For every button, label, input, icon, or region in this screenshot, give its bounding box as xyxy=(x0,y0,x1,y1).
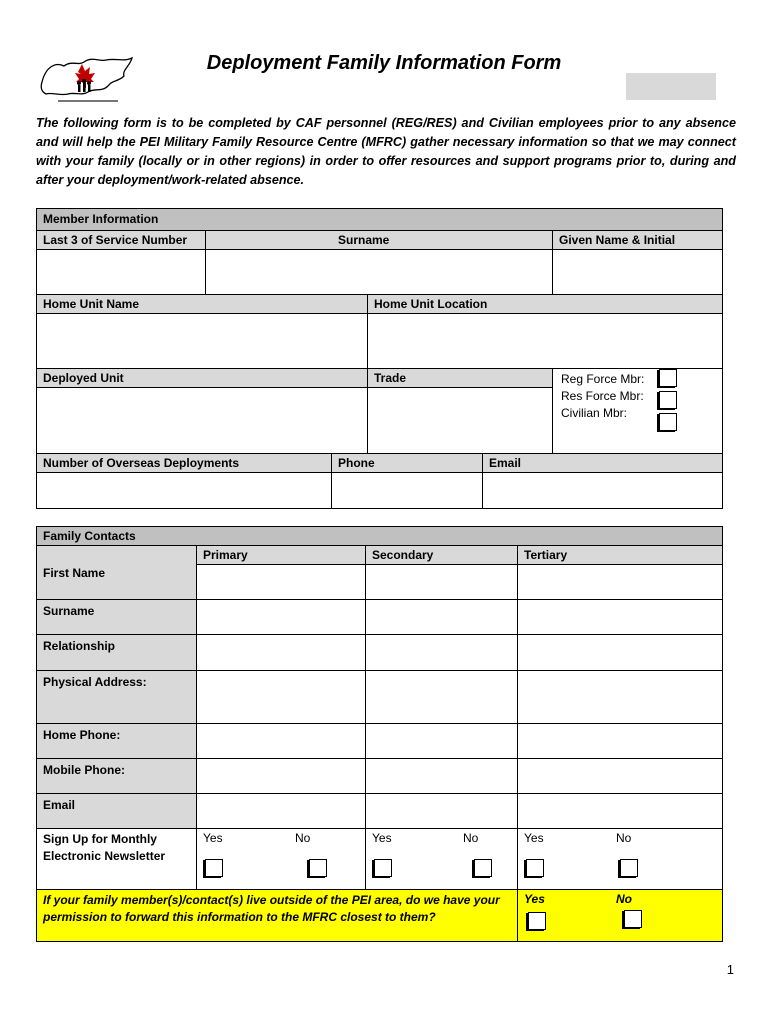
family-email-label: Email xyxy=(37,794,197,829)
civilian-label: Civilian Mbr: xyxy=(561,406,628,420)
home-phone-label: Home Phone: xyxy=(37,724,197,759)
logo xyxy=(38,52,138,108)
secondary-surname-input[interactable] xyxy=(366,600,518,635)
secondary-no-checkbox[interactable] xyxy=(474,859,492,877)
primary-yes-checkbox[interactable] xyxy=(205,859,223,877)
tertiary-home-phone-input[interactable] xyxy=(518,724,723,759)
civilian-checkbox[interactable] xyxy=(659,413,677,431)
family-contacts-table xyxy=(36,526,723,942)
primary-address-input[interactable] xyxy=(197,671,366,724)
tertiary-relationship-input[interactable] xyxy=(518,635,723,671)
secondary-yes-checkbox[interactable] xyxy=(374,859,392,877)
primary-label: Primary xyxy=(197,546,366,565)
member-info-table xyxy=(36,208,723,509)
secondary-email-input[interactable] xyxy=(366,794,518,829)
first-name-label: First Name xyxy=(37,546,197,600)
primary-no-checkbox[interactable] xyxy=(309,859,327,877)
email-label: Email xyxy=(483,454,723,473)
tertiary-no-checkbox[interactable] xyxy=(620,859,638,877)
deployed-unit-label: Deployed Unit xyxy=(37,369,368,388)
page-title: Deployment Family Information Form xyxy=(206,52,562,74)
permission-question: If your family member(s)/contact(s) live outside of the PEI area, do we have your permission to forward this information to the MFRC closest to them? xyxy=(37,890,518,942)
family-surname-label: Surname xyxy=(37,600,197,635)
primary-email-input[interactable] xyxy=(197,794,366,829)
primary-first-name-input[interactable] xyxy=(197,565,366,600)
tertiary-email-input[interactable] xyxy=(518,794,723,829)
primary-newsletter-cell xyxy=(197,829,366,890)
tertiary-address-input[interactable] xyxy=(518,671,723,724)
tertiary-no-label: No xyxy=(616,831,632,845)
secondary-newsletter-cell xyxy=(366,829,518,890)
email-input[interactable] xyxy=(483,473,723,509)
secondary-first-name-input[interactable] xyxy=(366,565,518,600)
permission-no-label: No xyxy=(616,892,632,906)
secondary-yes-label: Yes xyxy=(372,831,392,845)
tertiary-yes-checkbox[interactable] xyxy=(526,859,544,877)
secondary-no-label: No xyxy=(463,831,479,845)
given-name-input[interactable] xyxy=(553,250,723,295)
phone-label: Phone xyxy=(332,454,483,473)
home-unit-location-input[interactable] xyxy=(368,314,723,369)
given-name-label: Given Name & Initial xyxy=(553,231,723,250)
secondary-mobile-phone-input[interactable] xyxy=(366,759,518,794)
primary-yes-label: Yes xyxy=(203,831,223,845)
secondary-label: Secondary xyxy=(366,546,518,565)
secondary-address-input[interactable] xyxy=(366,671,518,724)
intro-text: The following form is to be completed by CAF personnel (REG/RES) and Civilian employees prior to any absence and will help the PEI Military Family Resource Centre (MFRC) gather necessary information so that we may connect with your family (locally or in other regions) in order to offer resources and support programs prior to, during and after your deployment/work-related absence. xyxy=(36,116,736,187)
res-force-checkbox[interactable] xyxy=(659,391,677,409)
trade-input[interactable] xyxy=(368,388,553,454)
primary-home-phone-input[interactable] xyxy=(197,724,366,759)
permission-yes-label: Yes xyxy=(524,892,545,906)
res-force-label: Res Force Mbr: xyxy=(561,389,644,403)
primary-mobile-phone-input[interactable] xyxy=(197,759,366,794)
family-contacts-header: Family Contacts xyxy=(37,527,723,546)
deployed-unit-input[interactable] xyxy=(37,388,368,454)
overseas-deployments-label: Number of Overseas Deployments xyxy=(37,454,332,473)
reg-force-label: Reg Force Mbr: xyxy=(561,372,645,386)
secondary-relationship-input[interactable] xyxy=(366,635,518,671)
permission-answer-cell xyxy=(518,890,723,942)
phone-input[interactable] xyxy=(332,473,483,509)
permission-no-checkbox[interactable] xyxy=(624,910,642,928)
secondary-home-phone-input[interactable] xyxy=(366,724,518,759)
tertiary-yes-label: Yes xyxy=(524,831,544,845)
tertiary-first-name-input[interactable] xyxy=(518,565,723,600)
office-use-box xyxy=(626,73,716,100)
page-number: 1 xyxy=(726,962,734,977)
member-info-header: Member Information xyxy=(37,209,723,231)
tertiary-mobile-phone-input[interactable] xyxy=(518,759,723,794)
last3-input[interactable] xyxy=(37,250,206,295)
relationship-label: Relationship xyxy=(37,635,197,671)
mobile-phone-label: Mobile Phone: xyxy=(37,759,197,794)
primary-surname-input[interactable] xyxy=(197,600,366,635)
overseas-deployments-input[interactable] xyxy=(37,473,332,509)
member-type-cell xyxy=(553,369,723,454)
permission-yes-checkbox[interactable] xyxy=(528,912,546,930)
trade-label: Trade xyxy=(368,369,553,388)
surname-label: Surname xyxy=(206,231,553,250)
reg-force-checkbox[interactable] xyxy=(659,369,677,387)
physical-address-label: Physical Address: xyxy=(37,671,197,724)
home-unit-location-label: Home Unit Location xyxy=(368,295,723,314)
tertiary-label: Tertiary xyxy=(518,546,723,565)
last3-label: Last 3 of Service Number xyxy=(37,231,206,250)
home-unit-name-input[interactable] xyxy=(37,314,368,369)
home-unit-name-label: Home Unit Name xyxy=(37,295,368,314)
primary-relationship-input[interactable] xyxy=(197,635,366,671)
tertiary-newsletter-cell xyxy=(518,829,723,890)
primary-no-label: No xyxy=(295,831,311,845)
surname-input[interactable] xyxy=(206,250,553,295)
newsletter-label: Sign Up for Monthly Electronic Newsletter xyxy=(37,829,197,890)
logo-graphic xyxy=(38,52,138,108)
tertiary-surname-input[interactable] xyxy=(518,600,723,635)
